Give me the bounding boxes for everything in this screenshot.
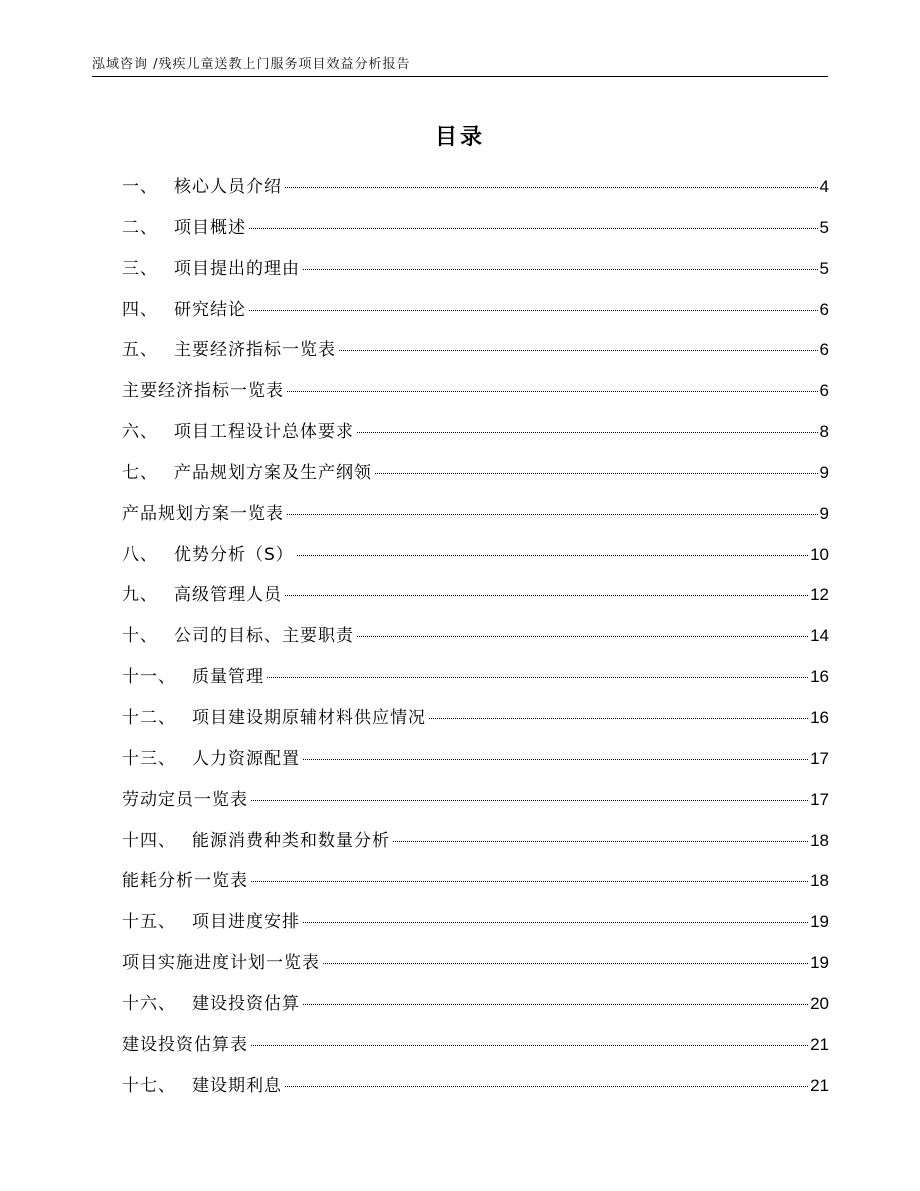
toc-page-number: 21 — [810, 1034, 829, 1054]
toc-entry-number: 十七、 — [122, 1075, 176, 1096]
toc-page-number: 19 — [810, 953, 829, 973]
toc-entry-text — [122, 499, 284, 529]
toc-page-number: 14 — [810, 626, 829, 646]
toc-entry-label: 核心人员介绍 — [174, 177, 282, 197]
toc-entry-text — [122, 907, 300, 937]
toc-dot-leader — [251, 881, 808, 882]
toc-entry[interactable] — [122, 172, 829, 213]
page-header: 泓域咨询 /残疾儿童送教上门服务项目效益分析报告 — [92, 57, 411, 72]
toc-page-number: 5 — [819, 217, 829, 237]
toc-entry-text — [122, 458, 372, 488]
toc-entry[interactable] — [122, 376, 829, 417]
toc-entry[interactable] — [122, 866, 829, 907]
toc-entry[interactable] — [122, 1071, 829, 1112]
toc-entry-label: 项目建设期原辅材料供应情况 — [192, 707, 426, 728]
toc-dot-leader — [357, 636, 808, 637]
toc-page-number: 8 — [819, 422, 829, 442]
toc-dot-leader — [393, 841, 808, 842]
toc-page-number: 19 — [810, 912, 829, 932]
toc-entry-text — [122, 621, 354, 651]
toc-entry-label: 优势分析（S） — [174, 544, 294, 565]
toc-entry-text — [122, 989, 300, 1019]
toc-page-number: 12 — [810, 585, 829, 605]
toc-page-number: 20 — [810, 993, 829, 1013]
toc-dot-leader — [429, 718, 808, 719]
toc-entry[interactable] — [122, 703, 829, 744]
toc-entry-number: 四、 — [122, 299, 158, 320]
toc-entry-text — [122, 785, 248, 815]
toc-entry-text — [122, 540, 294, 570]
toc-dot-leader — [287, 391, 818, 392]
toc-entry-label: 研究结论 — [174, 299, 246, 320]
toc-dot-leader — [249, 228, 818, 229]
toc-entry-label: 人力资源配置 — [192, 748, 300, 769]
toc-page-number: 5 — [819, 258, 829, 278]
toc-page-number: 16 — [810, 667, 829, 687]
toc-entry-text — [122, 866, 248, 896]
toc-entry-label: 产品规划方案及生产纲领 — [174, 462, 372, 483]
toc-entry[interactable] — [122, 948, 829, 989]
toc-entry-text — [122, 703, 426, 733]
toc-entry-label: 质量管理 — [192, 667, 264, 688]
toc-entry[interactable] — [122, 785, 829, 826]
toc-entry[interactable] — [122, 335, 829, 376]
toc-entry-text — [122, 254, 300, 284]
toc-entry-number: 六、 — [122, 422, 158, 443]
toc-entry-number: 十四、 — [122, 830, 176, 851]
toc-dot-leader — [249, 310, 818, 311]
toc-dot-leader — [357, 432, 818, 433]
toc-page-number: 18 — [810, 830, 829, 850]
toc-dot-leader — [297, 555, 808, 556]
toc-entry[interactable] — [122, 213, 829, 254]
toc-entry-label: 高级管理人员 — [174, 585, 282, 606]
toc-entry-label: 产品规划方案一览表 — [122, 503, 284, 524]
toc-dot-leader — [303, 759, 808, 760]
toc-dot-leader — [251, 800, 808, 801]
toc-entry-number: 九、 — [122, 585, 158, 606]
toc-entry-label: 劳动定员一览表 — [122, 789, 248, 810]
toc-entry[interactable] — [122, 1030, 829, 1071]
toc-dot-leader — [285, 595, 808, 596]
toc-entry-text — [122, 1030, 248, 1060]
toc-entry-number: 一、 — [122, 177, 158, 197]
toc-entry-number: 十二、 — [122, 707, 176, 728]
toc-entry-label: 能耗分析一览表 — [122, 871, 248, 892]
toc-page-number: 6 — [819, 299, 829, 319]
toc-entry-label: 建设期利息 — [192, 1075, 282, 1096]
toc-entry[interactable] — [122, 417, 829, 458]
toc-dot-leader — [339, 350, 818, 351]
toc-entry-label: 建设投资估算 — [192, 993, 300, 1014]
toc-entry-label: 主要经济指标一览表 — [122, 381, 284, 402]
toc-page-number: 6 — [819, 340, 829, 360]
toc-dot-leader — [303, 922, 808, 923]
toc-entry[interactable] — [122, 744, 829, 785]
toc-entry-text — [122, 172, 282, 202]
toc-entry-number: 三、 — [122, 258, 158, 279]
toc-entry-number: 八、 — [122, 544, 158, 565]
toc-page-number: 18 — [810, 871, 829, 891]
toc-entry[interactable] — [122, 458, 829, 499]
toc-entry-label: 项目实施进度计划一览表 — [122, 953, 320, 974]
toc-entry[interactable] — [122, 989, 829, 1030]
toc-page-number: 17 — [810, 748, 829, 768]
toc-dot-leader — [323, 963, 808, 964]
toc-entry-label: 建设投资估算表 — [122, 1034, 248, 1055]
toc-entry[interactable] — [122, 540, 829, 581]
toc-page-number: 9 — [819, 503, 829, 523]
toc-entry-label: 能源消费种类和数量分析 — [192, 830, 390, 851]
toc-dot-leader — [287, 514, 818, 515]
toc-entry-number: 二、 — [122, 217, 158, 238]
toc-entry[interactable] — [122, 499, 829, 540]
toc-page-number: 21 — [810, 1075, 829, 1095]
toc-entry[interactable] — [122, 662, 829, 703]
toc-entry-number: 十、 — [122, 626, 158, 647]
toc-entry-text — [122, 580, 282, 610]
toc-entry-label: 主要经济指标一览表 — [174, 340, 336, 361]
toc-dot-leader — [375, 473, 818, 474]
toc-entry-number: 十五、 — [122, 912, 176, 933]
toc-entry-label: 项目概述 — [174, 217, 246, 238]
toc-entry-text — [122, 376, 284, 406]
toc-entry-text — [122, 948, 320, 978]
toc-entry[interactable] — [122, 907, 829, 948]
toc-entry-text — [122, 295, 246, 325]
toc-entry-number: 十六、 — [122, 993, 176, 1014]
toc-entry-text — [122, 826, 390, 856]
toc-page-number: 17 — [810, 789, 829, 809]
toc-entry-number: 五、 — [122, 340, 158, 361]
toc-dot-leader — [285, 187, 818, 188]
toc-dot-leader — [303, 1004, 808, 1005]
toc-entry-text — [122, 744, 300, 774]
toc-entry[interactable] — [122, 826, 829, 867]
toc-entry[interactable] — [122, 295, 829, 336]
toc-entry-number: 十三、 — [122, 748, 176, 769]
toc-page-number: 16 — [810, 707, 829, 727]
toc-entry[interactable] — [122, 580, 829, 621]
toc-entry-label: 项目进度安排 — [192, 912, 300, 933]
toc-page-number: 9 — [819, 462, 829, 482]
toc-dot-leader — [251, 1045, 808, 1046]
header-divider — [92, 76, 828, 77]
toc-entry-label: 项目提出的理由 — [174, 258, 300, 279]
toc-entry-number: 十一、 — [122, 667, 176, 688]
toc-entry-text — [122, 417, 354, 447]
toc-page-number: 10 — [810, 544, 829, 564]
toc-title: 目录 — [434, 125, 485, 150]
toc-entry-number: 七、 — [122, 462, 158, 483]
toc-dot-leader — [267, 677, 808, 678]
toc-entry-text — [122, 1071, 282, 1101]
toc-page-number: 4 — [819, 177, 829, 196]
toc-entry-label: 公司的目标、主要职责 — [174, 626, 354, 647]
toc-entry-text — [122, 213, 246, 243]
table-of-contents — [122, 172, 829, 1111]
toc-entry[interactable] — [122, 621, 829, 662]
toc-dot-leader — [303, 269, 818, 270]
toc-dot-leader — [285, 1086, 808, 1087]
toc-entry-text — [122, 335, 336, 365]
toc-page-number: 6 — [819, 381, 829, 401]
toc-entry[interactable] — [122, 254, 829, 295]
toc-entry-label: 项目工程设计总体要求 — [174, 422, 354, 443]
toc-entry-text — [122, 662, 264, 692]
